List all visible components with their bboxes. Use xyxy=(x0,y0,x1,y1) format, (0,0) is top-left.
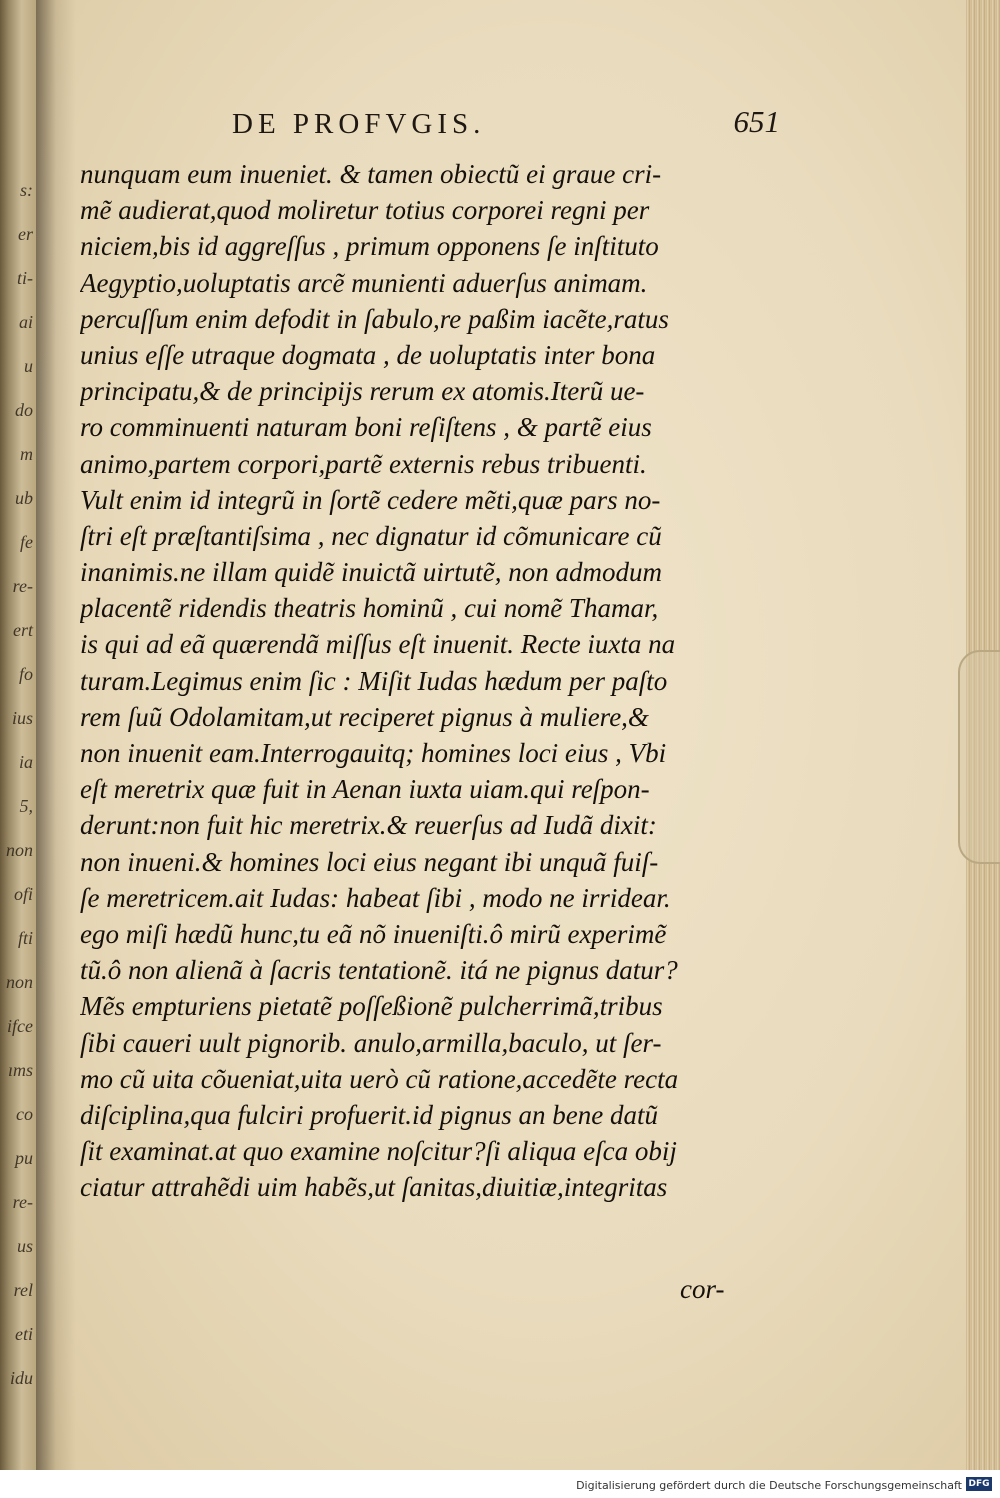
text-line: turam.Legimus enim ſic : Miſit Iudas hædum per paſto xyxy=(80,665,668,696)
text-line: Mẽs empturiens pietatẽ poſſeßionẽ pulcherrimã,tribus xyxy=(80,991,663,1022)
previous-page-fragment: s: xyxy=(20,180,33,200)
text-line: is qui ad eã quærendã miſſus eſt inuenit. Recte iuxta na xyxy=(80,629,676,660)
previous-page-fragment: ofi xyxy=(13,884,33,904)
previous-page-fragment: ti- xyxy=(17,268,33,288)
running-head xyxy=(232,104,780,148)
previous-page-fragment: ub xyxy=(15,488,33,508)
text-line: Vult enim id integrũ in ſortẽ cedere mẽti,quæ pars no- xyxy=(80,484,661,515)
previous-page-fragment: do xyxy=(15,400,33,420)
footer-strip xyxy=(0,1470,1000,1498)
text-line: diſciplina,qua fulciri profuerit.id pignus an bene datũ xyxy=(80,1099,658,1130)
previous-page-fragment: co xyxy=(16,1104,33,1124)
previous-page-edge xyxy=(0,0,36,1470)
running-title: DE PROFVGIS. xyxy=(232,108,486,140)
text-line: ſe meretricem.ait Iudas: habeat ſibi , modo ne irridear. xyxy=(80,882,671,913)
previous-page-fragment: ia xyxy=(18,752,33,772)
previous-page-fragment: eti xyxy=(15,1324,33,1344)
previous-page-fragment: non xyxy=(6,972,33,992)
previous-page-fragment: ai xyxy=(18,312,33,332)
text-line: ego miſi hædũ hunc,tu eã nõ inueniſti.ô mirũ experimẽ xyxy=(80,918,667,949)
text-block xyxy=(80,156,768,1205)
folio-number: 651 xyxy=(733,104,780,139)
text-line: non inueni.& homines loci eius negant ibi unquã fuiſ- xyxy=(80,846,659,877)
previous-page-fragment: ifce xyxy=(7,1016,33,1036)
dfg-logo-icon: DFG xyxy=(966,1477,992,1491)
text-line: ro comminuenti naturam boni reſiſtens , & partẽ eius xyxy=(80,412,652,443)
previous-page-fragment: fti xyxy=(17,928,33,948)
text-line: nunquam eum inueniet. & tamen obiectũ ei graue cri- xyxy=(80,159,662,189)
text-line: Aegyptio,uoluptatis arcẽ munienti aduerſus animam. xyxy=(80,267,648,298)
text-line: ſtri eſt præſtantiſsima , nec dignatur id cõmunicare cũ xyxy=(80,520,662,551)
previous-page-fragment: us xyxy=(16,1236,33,1256)
previous-page-fragment: er xyxy=(18,224,33,244)
previous-page-fragment: ius xyxy=(11,708,33,728)
text-line: inanimis.ne illam quidẽ inuictã uirtutẽ, non admodum xyxy=(80,557,662,588)
text-line: eſt meretrix quæ fuit in Aenan iuxta uiam.qui reſpon- xyxy=(80,774,650,805)
text-line: principatu,& de principijs rerum ex atomis.Iterũ ue- xyxy=(80,376,645,407)
previous-page-fragment: u xyxy=(24,356,33,376)
text-line: ſit examinat.at quo examine noſcitur?ſi aliqua eſca obij xyxy=(80,1136,677,1167)
text-line: mo cũ uita cõueniat,uita uerò cũ ratione,accedẽte recta xyxy=(80,1063,679,1094)
text-line: tũ.ô non alienã à ſacris tentationẽ. itá ne pignus datur? xyxy=(80,955,678,986)
previous-page-fragment: re- xyxy=(12,576,33,596)
text-line: percuſſum enim defodit in ſabulo,re paßim iacẽte,ratus xyxy=(80,303,669,334)
previous-page-fragment: pu xyxy=(15,1148,33,1168)
previous-page-fragment: 5, xyxy=(19,796,33,816)
catchword: cor- xyxy=(680,1274,725,1304)
page-tab-marker xyxy=(958,650,1000,864)
attribution-text: Digitalisierung gefördert durch die Deutsche Forschungsgemeinschaft xyxy=(576,1479,962,1492)
text-line: ciatur attrahẽdi uim habẽs,ut ſanitas,diuitiæ,integritas xyxy=(80,1172,668,1203)
previous-page-fragment: fe xyxy=(20,532,33,552)
text-line: ſibi caueri uult pignorib. anulo,armilla,baculo, ut ſer- xyxy=(80,1027,662,1058)
text-line: unius eſſe utraque dogmata , de uoluptatis inter bona xyxy=(80,339,656,370)
text-line: non inuenit eam.Interrogauitq; homines loci eius , Vbi xyxy=(80,738,667,768)
previous-page-fragment: re- xyxy=(12,1192,33,1212)
text-line: placentẽ ridendis theatris hominũ , cui nomẽ Thamar, xyxy=(80,593,659,624)
previous-page-fragment: fo xyxy=(18,664,33,684)
text-line: animo,partem corpori,partẽ externis rebus tribuenti. xyxy=(80,448,647,479)
previous-page-fragment: non xyxy=(6,840,33,860)
previous-page-fragment: ert xyxy=(13,620,33,640)
text-line: niciem,bis id aggreſſus , primum opponens ſe inſtituto xyxy=(80,231,659,262)
previous-page-fragment: m xyxy=(20,444,33,464)
text-line: derunt:non fuit hic meretrix.& reuerſus ad Iudã dixit: xyxy=(80,810,657,841)
text-line: mẽ audierat,quod moliretur totius corporei regni per xyxy=(80,195,650,226)
previous-page-fragment: idu xyxy=(9,1368,33,1388)
previous-page-fragment: rel xyxy=(13,1280,33,1300)
text-line: rem ſuũ Odolamitam,ut reciperet pignus à muliere,& xyxy=(80,701,649,732)
previous-page-fragment: ıms xyxy=(7,1060,33,1080)
